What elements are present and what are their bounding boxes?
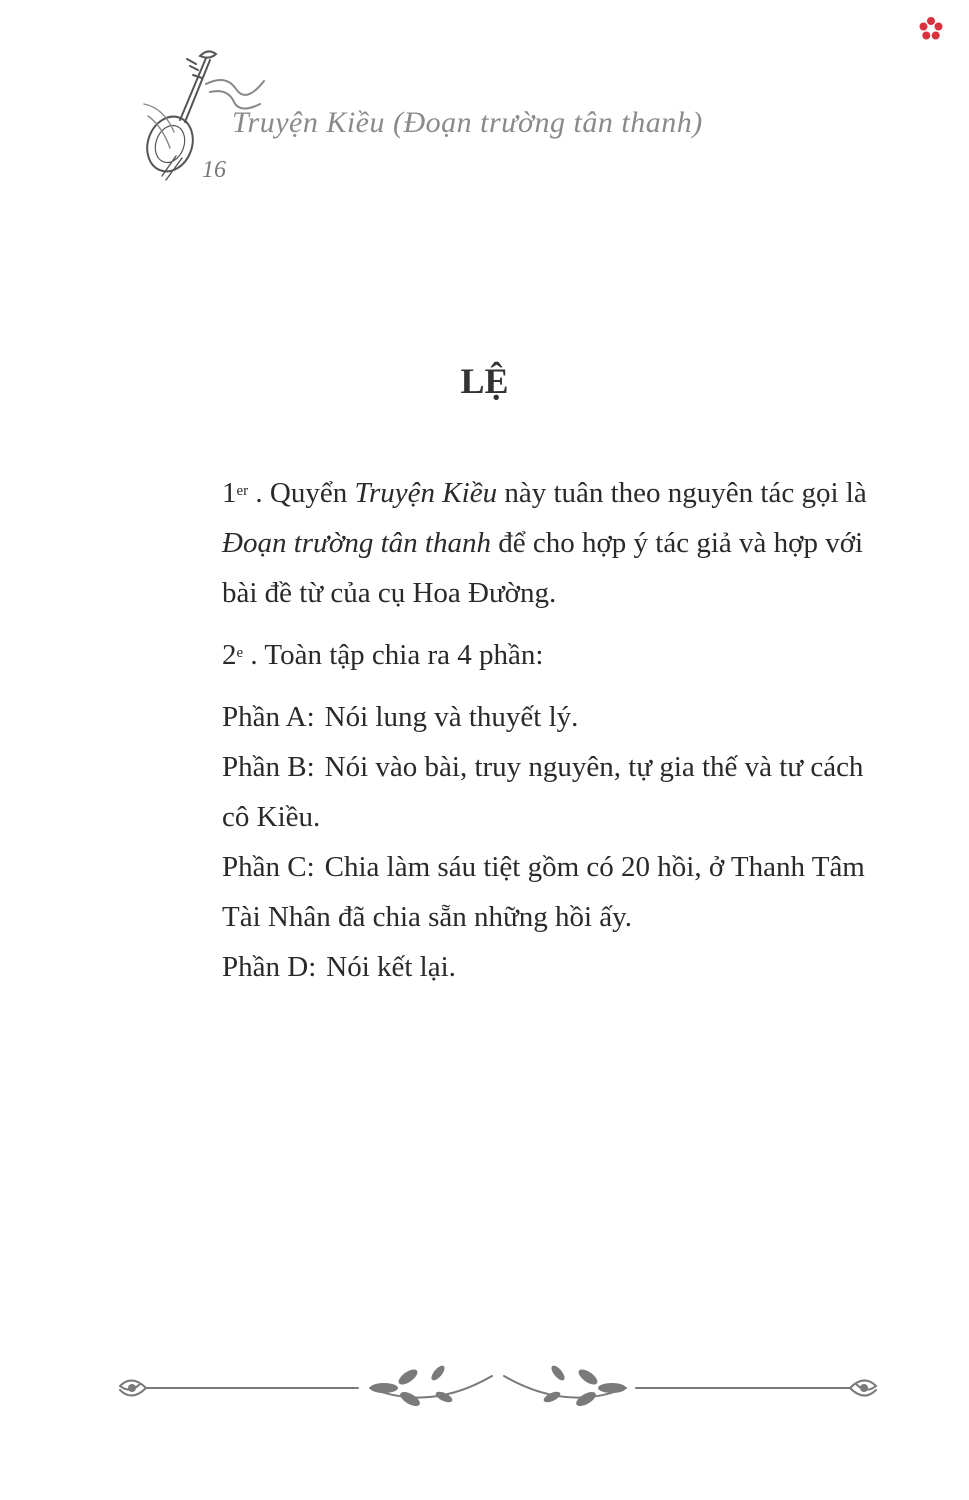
rule-2-number: 2	[222, 639, 237, 671]
chapter-body	[222, 468, 872, 992]
part-a-label: Phần A:	[222, 701, 315, 733]
rule-1-number: 1	[222, 477, 237, 509]
part-b	[222, 742, 872, 842]
running-header-title: Truyện Kiều (Đoạn trường tân thanh)	[232, 106, 703, 139]
chapter-title: LỆ	[460, 361, 509, 401]
part-c-label: Phần C:	[222, 851, 315, 883]
footer-vine-ornament-icon	[108, 1355, 888, 1425]
part-a	[222, 692, 872, 742]
rule-2-ordinal: e	[236, 645, 244, 661]
rule-1-text-b: này tuân theo nguyên tác gọi là	[497, 477, 867, 509]
rule-2-text: . Toàn tập chia ra 4 phần:	[250, 639, 544, 671]
part-d-label: Phần D:	[222, 951, 317, 983]
rule-2	[222, 630, 872, 680]
part-d	[222, 942, 872, 992]
rule-1-text-a: . Quyển	[255, 477, 355, 509]
part-a-text: Nói lung và thuyết lý.	[324, 701, 579, 733]
rule-1-book-title: Truyện Kiều	[354, 477, 498, 509]
rule-1-text-c: để cho hợp ý tác giả và hợp với bài đề từ của cụ Hoa Đường.	[222, 527, 864, 609]
flower-mark-icon	[918, 16, 944, 42]
rule-1-original-title: Đoạn trường tân thanh	[222, 527, 491, 559]
rule-1	[222, 468, 872, 618]
part-b-label: Phần B:	[222, 751, 315, 783]
page-number: 16	[202, 157, 226, 183]
part-d-text: Nói kết lại.	[326, 951, 456, 983]
part-c-text: Chia làm sáu tiệt gồm có 20 hồi, ở Thanh Tâm Tài Nhân đã chia sẵn những hồi ấy.	[222, 851, 865, 933]
part-b-text: Nói vào bài, truy nguyên, tự gia thế và tư cách cô Kiều.	[222, 751, 864, 833]
rule-1-ordinal: er	[236, 483, 249, 499]
part-c	[222, 842, 872, 942]
